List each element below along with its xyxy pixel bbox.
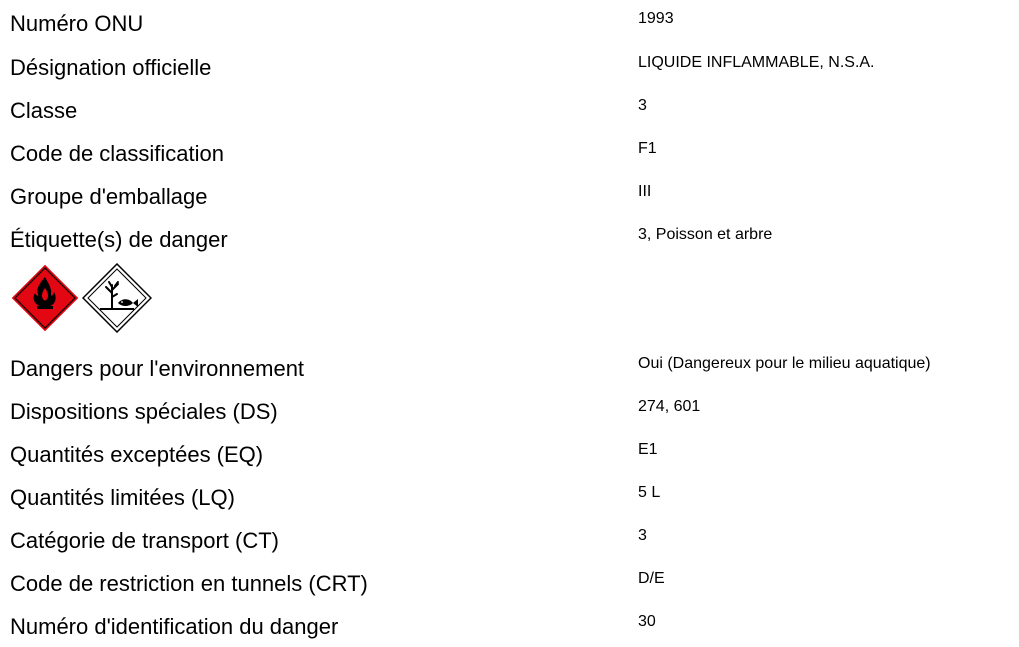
tunnel-restriction-code-label: Code de restriction en tunnels (CRT)	[10, 571, 368, 596]
excepted-quantities-value: E1	[638, 441, 658, 458]
row-official-name	[0, 48, 1019, 88]
row-tunnel-restriction-code	[0, 564, 1019, 604]
row-class	[0, 91, 1019, 131]
row-special-provisions	[0, 392, 1019, 432]
row-hazard-identification-number	[0, 607, 1019, 647]
un-number-label: Numéro ONU	[10, 11, 144, 36]
row-packing-group	[0, 177, 1019, 217]
environmental-hazards-label: Dangers pour l'environnement	[10, 356, 305, 381]
row-excepted-quantities	[0, 435, 1019, 475]
row-hazard-labels	[0, 220, 1019, 260]
row-classification-code	[0, 134, 1019, 174]
hazard-labels-label: Étiquette(s) de danger	[10, 227, 228, 252]
flammable-liquid-class-3-icon	[10, 263, 80, 333]
row-un-number	[0, 4, 1019, 44]
excepted-quantities-label: Quantités exceptées (EQ)	[10, 442, 264, 467]
row-environmental-hazards	[0, 349, 1019, 389]
class-value: 3	[638, 97, 647, 114]
packing-group-label: Groupe d'emballage	[10, 184, 208, 209]
environmental-hazard-fish-tree-icon	[82, 263, 152, 333]
official-name-label: Désignation officielle	[10, 55, 212, 80]
hazard-identification-number-label: Numéro d'identification du danger	[10, 614, 339, 639]
special-provisions-label: Dispositions spéciales (DS)	[10, 399, 278, 424]
limited-quantities-value: 5 L	[638, 484, 661, 501]
special-provisions-value: 274, 601	[638, 398, 701, 415]
hazard-labels-value: 3, Poisson et arbre	[638, 226, 773, 243]
row-transport-category	[0, 521, 1019, 561]
row-limited-quantities	[0, 478, 1019, 518]
packing-group-value: III	[638, 183, 652, 200]
limited-quantities-label: Quantités limitées (LQ)	[10, 485, 235, 510]
environmental-hazards-value: Oui (Dangereux pour le milieu aquatique)	[638, 355, 931, 372]
class-label: Classe	[10, 98, 78, 123]
classification-code-label: Code de classification	[10, 141, 225, 166]
un-number-value: 1993	[638, 10, 674, 27]
transport-category-label: Catégorie de transport (CT)	[10, 528, 279, 553]
classification-code-value: F1	[638, 140, 657, 157]
hazard-pictograms	[10, 263, 160, 333]
official-name-value: LIQUIDE INFLAMMABLE, N.S.A.	[638, 54, 875, 71]
tunnel-restriction-code-value: D/E	[638, 570, 665, 587]
hazard-identification-number-value: 30	[638, 613, 656, 630]
transport-category-value: 3	[638, 527, 647, 544]
